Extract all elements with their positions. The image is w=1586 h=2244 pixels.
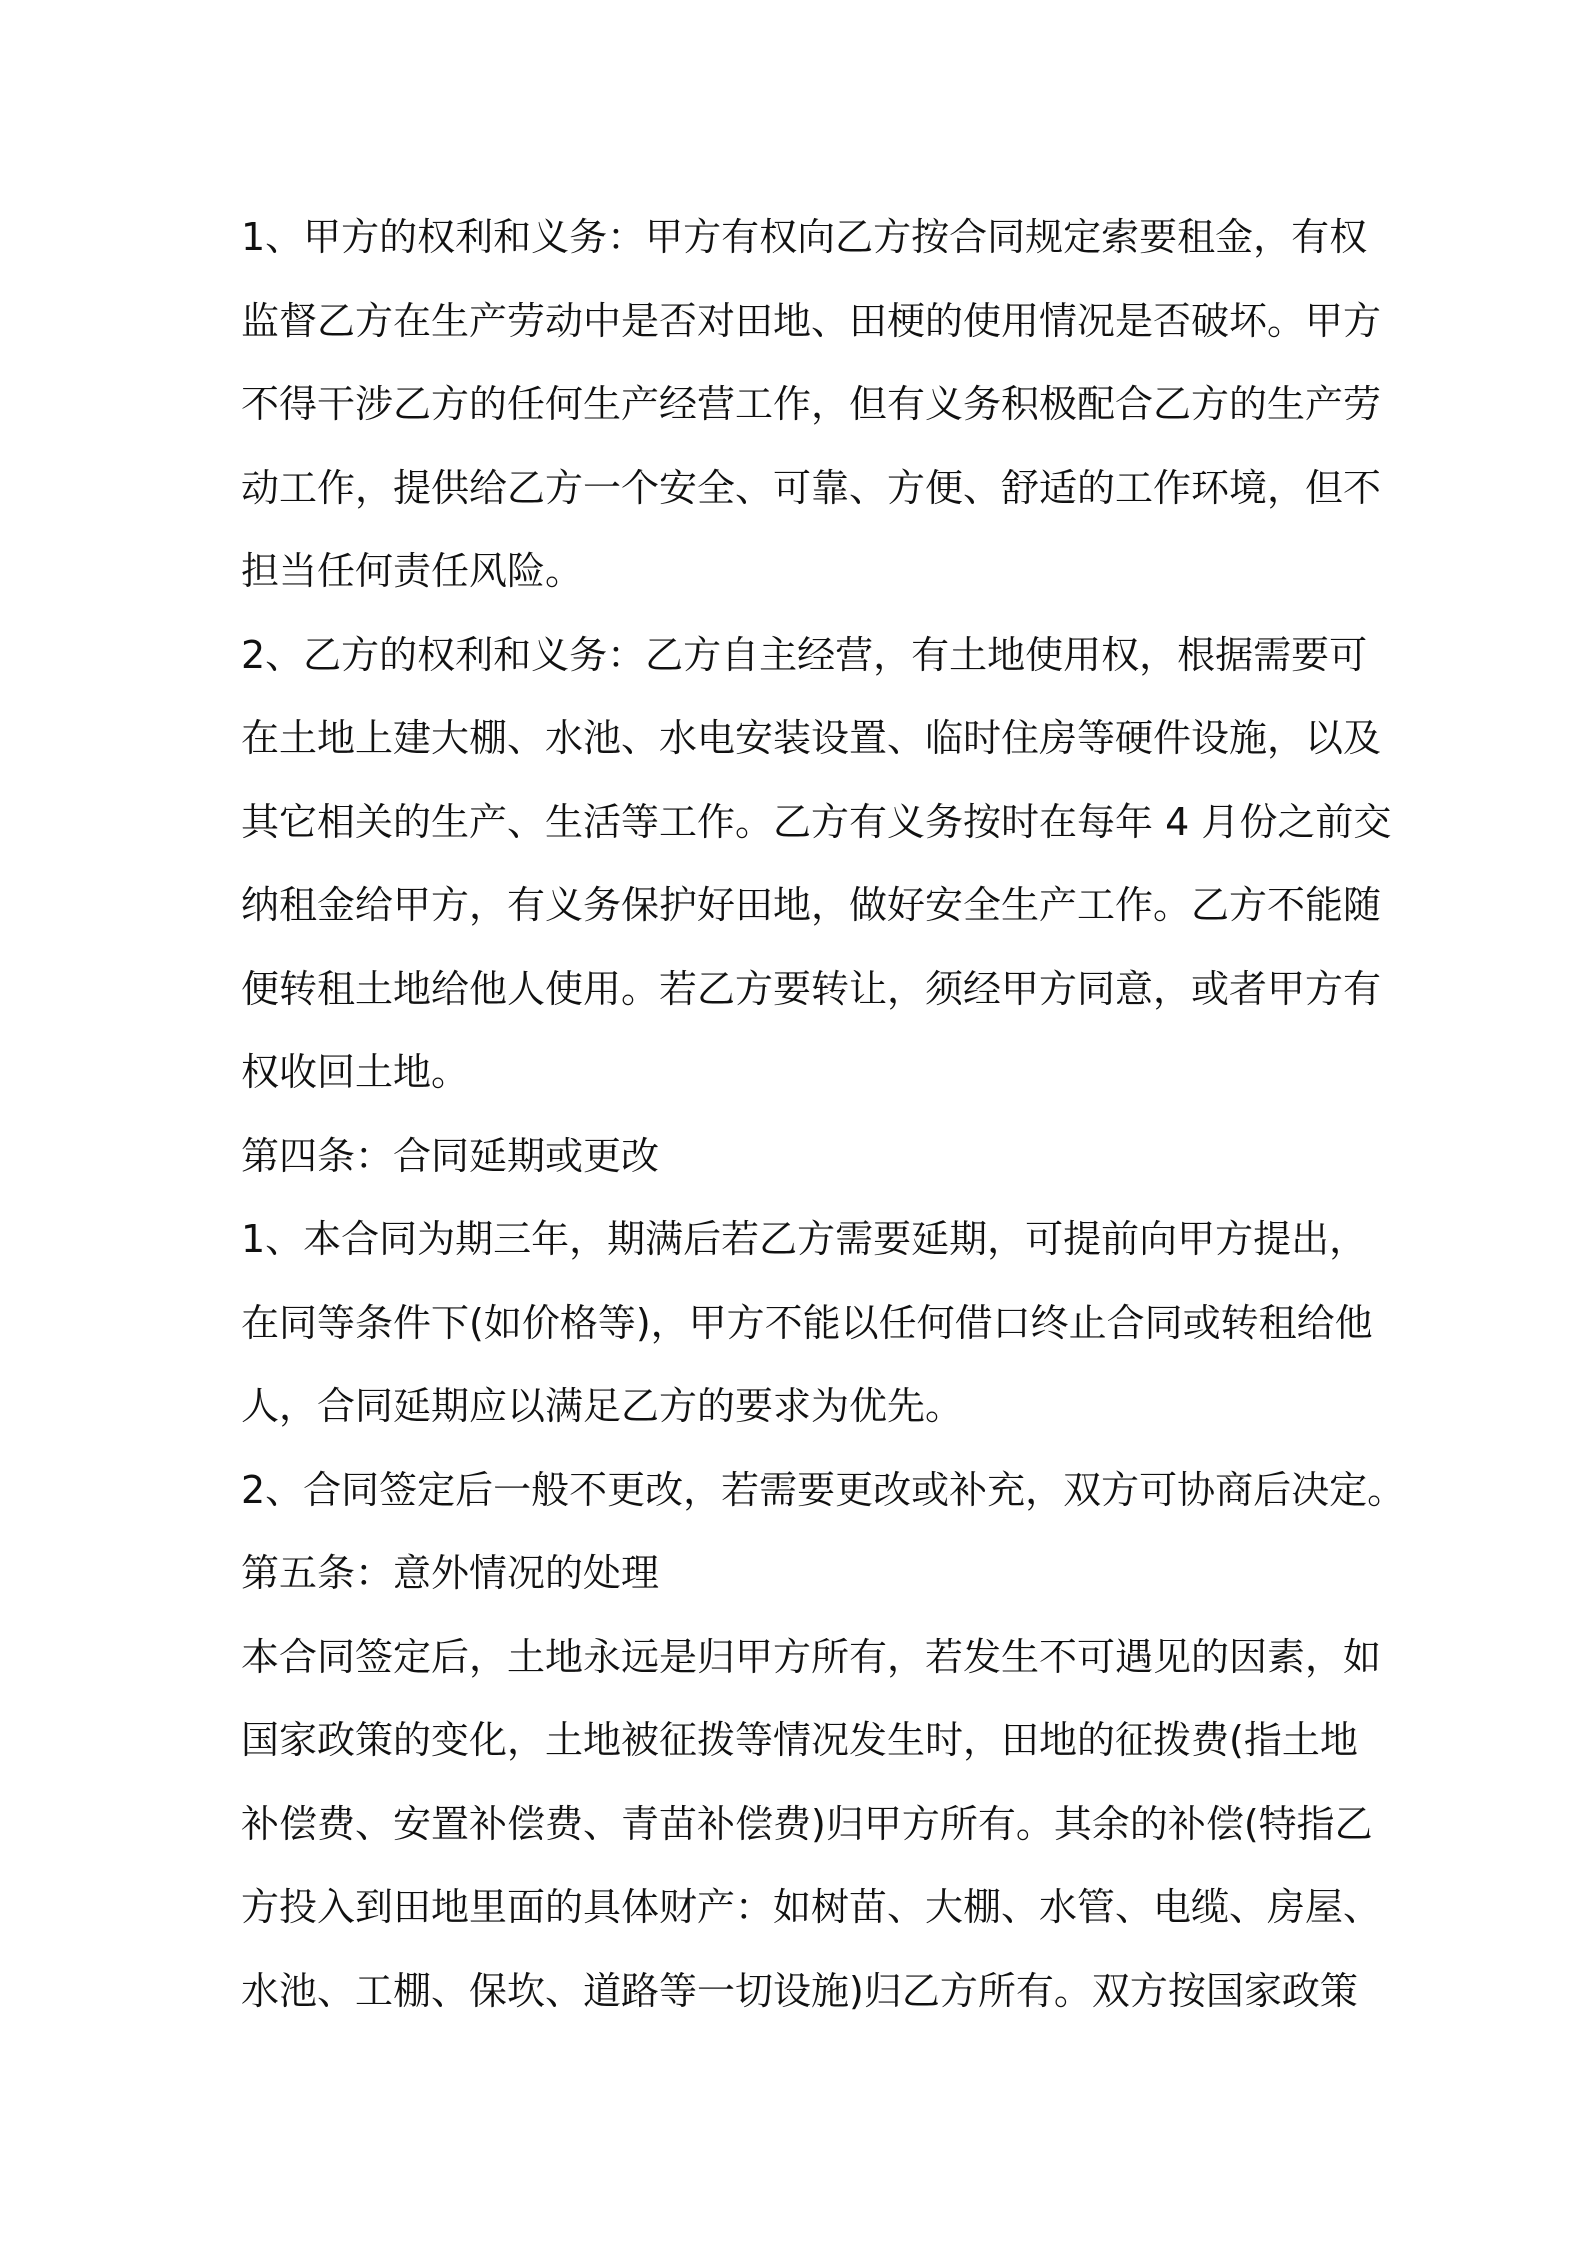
text-line-6: 2、乙方的权利和义务：乙方自主经营，有土地使用权，根据需要可 [241, 632, 1368, 677]
text-line-21: 方投入到田地里面的具体财产：如树苗、大棚、水管、电缆、房屋、 [241, 1885, 1382, 1929]
text-line-16: 2、合同签定后一般不更改，若需要更改或补充，双方可协商后决定。 [241, 1467, 1406, 1512]
section-heading-article-5: 第五条：意外情况的处理 [241, 1551, 660, 1595]
text-line-10: 便转租土地给他人使用。若乙方要转让，须经甲方同意，或者甲方有 [241, 966, 1382, 1011]
text-line-18: 本合同签定后，土地永远是归甲方所有，若发生不可遇见的因素，如 [241, 1634, 1382, 1679]
text-line-3: 不得干涉乙方的任何生产经营工作，但有义务积极配合乙方的生产劳 [241, 382, 1382, 426]
text-line-11: 权收回土地。 [241, 1050, 470, 1094]
section-heading-article-4: 第四条：合同延期或更改 [241, 1133, 660, 1178]
text-line-19: 国家政策的变化，土地被征拨等情况发生时，田地的征拨费(指土地 [241, 1718, 1358, 1762]
text-line-7: 在土地上建大棚、水池、水电安装设置、临时住房等硬件设施，以及 [241, 716, 1382, 760]
text-line-5: 担当任何责任风险。 [241, 549, 584, 593]
text-line-8: 其它相关的生产、生活等工作。乙方有义务按时在每年 4 月份之前交 [241, 799, 1392, 844]
text-line-1: 1、甲方的权利和义务：甲方有权向乙方按合同规定索要租金，有权 [241, 215, 1368, 259]
text-line-9: 纳租金给甲方，有义务保护好田地，做好安全生产工作。乙方不能随 [241, 883, 1382, 927]
text-line-20: 补偿费、安置补偿费、青苗补偿费)归甲方所有。其余的补偿(特指乙 [241, 1801, 1373, 1846]
text-line-4: 动工作，提供给乙方一个安全、可靠、方便、舒适的工作环境，但不 [241, 465, 1382, 510]
document-page [241, 196, 1406, 2033]
text-line-14: 在同等条件下(如价格等)，甲方不能以任何借口终止合同或转租给他 [241, 1300, 1373, 1345]
text-line-15: 人，合同延期应以满足乙方的要求为优先。 [241, 1384, 964, 1428]
text-line-13: 1、本合同为期三年，期满后若乙方需要延期，可提前向甲方提出， [241, 1217, 1368, 1261]
text-line-22: 水池、工棚、保坎、道路等一切设施)归乙方所有。双方按国家政策 [241, 1968, 1358, 2013]
text-line-2: 监督乙方在生产劳动中是否对田地、田梗的使用情况是否破坏。甲方 [241, 298, 1382, 343]
